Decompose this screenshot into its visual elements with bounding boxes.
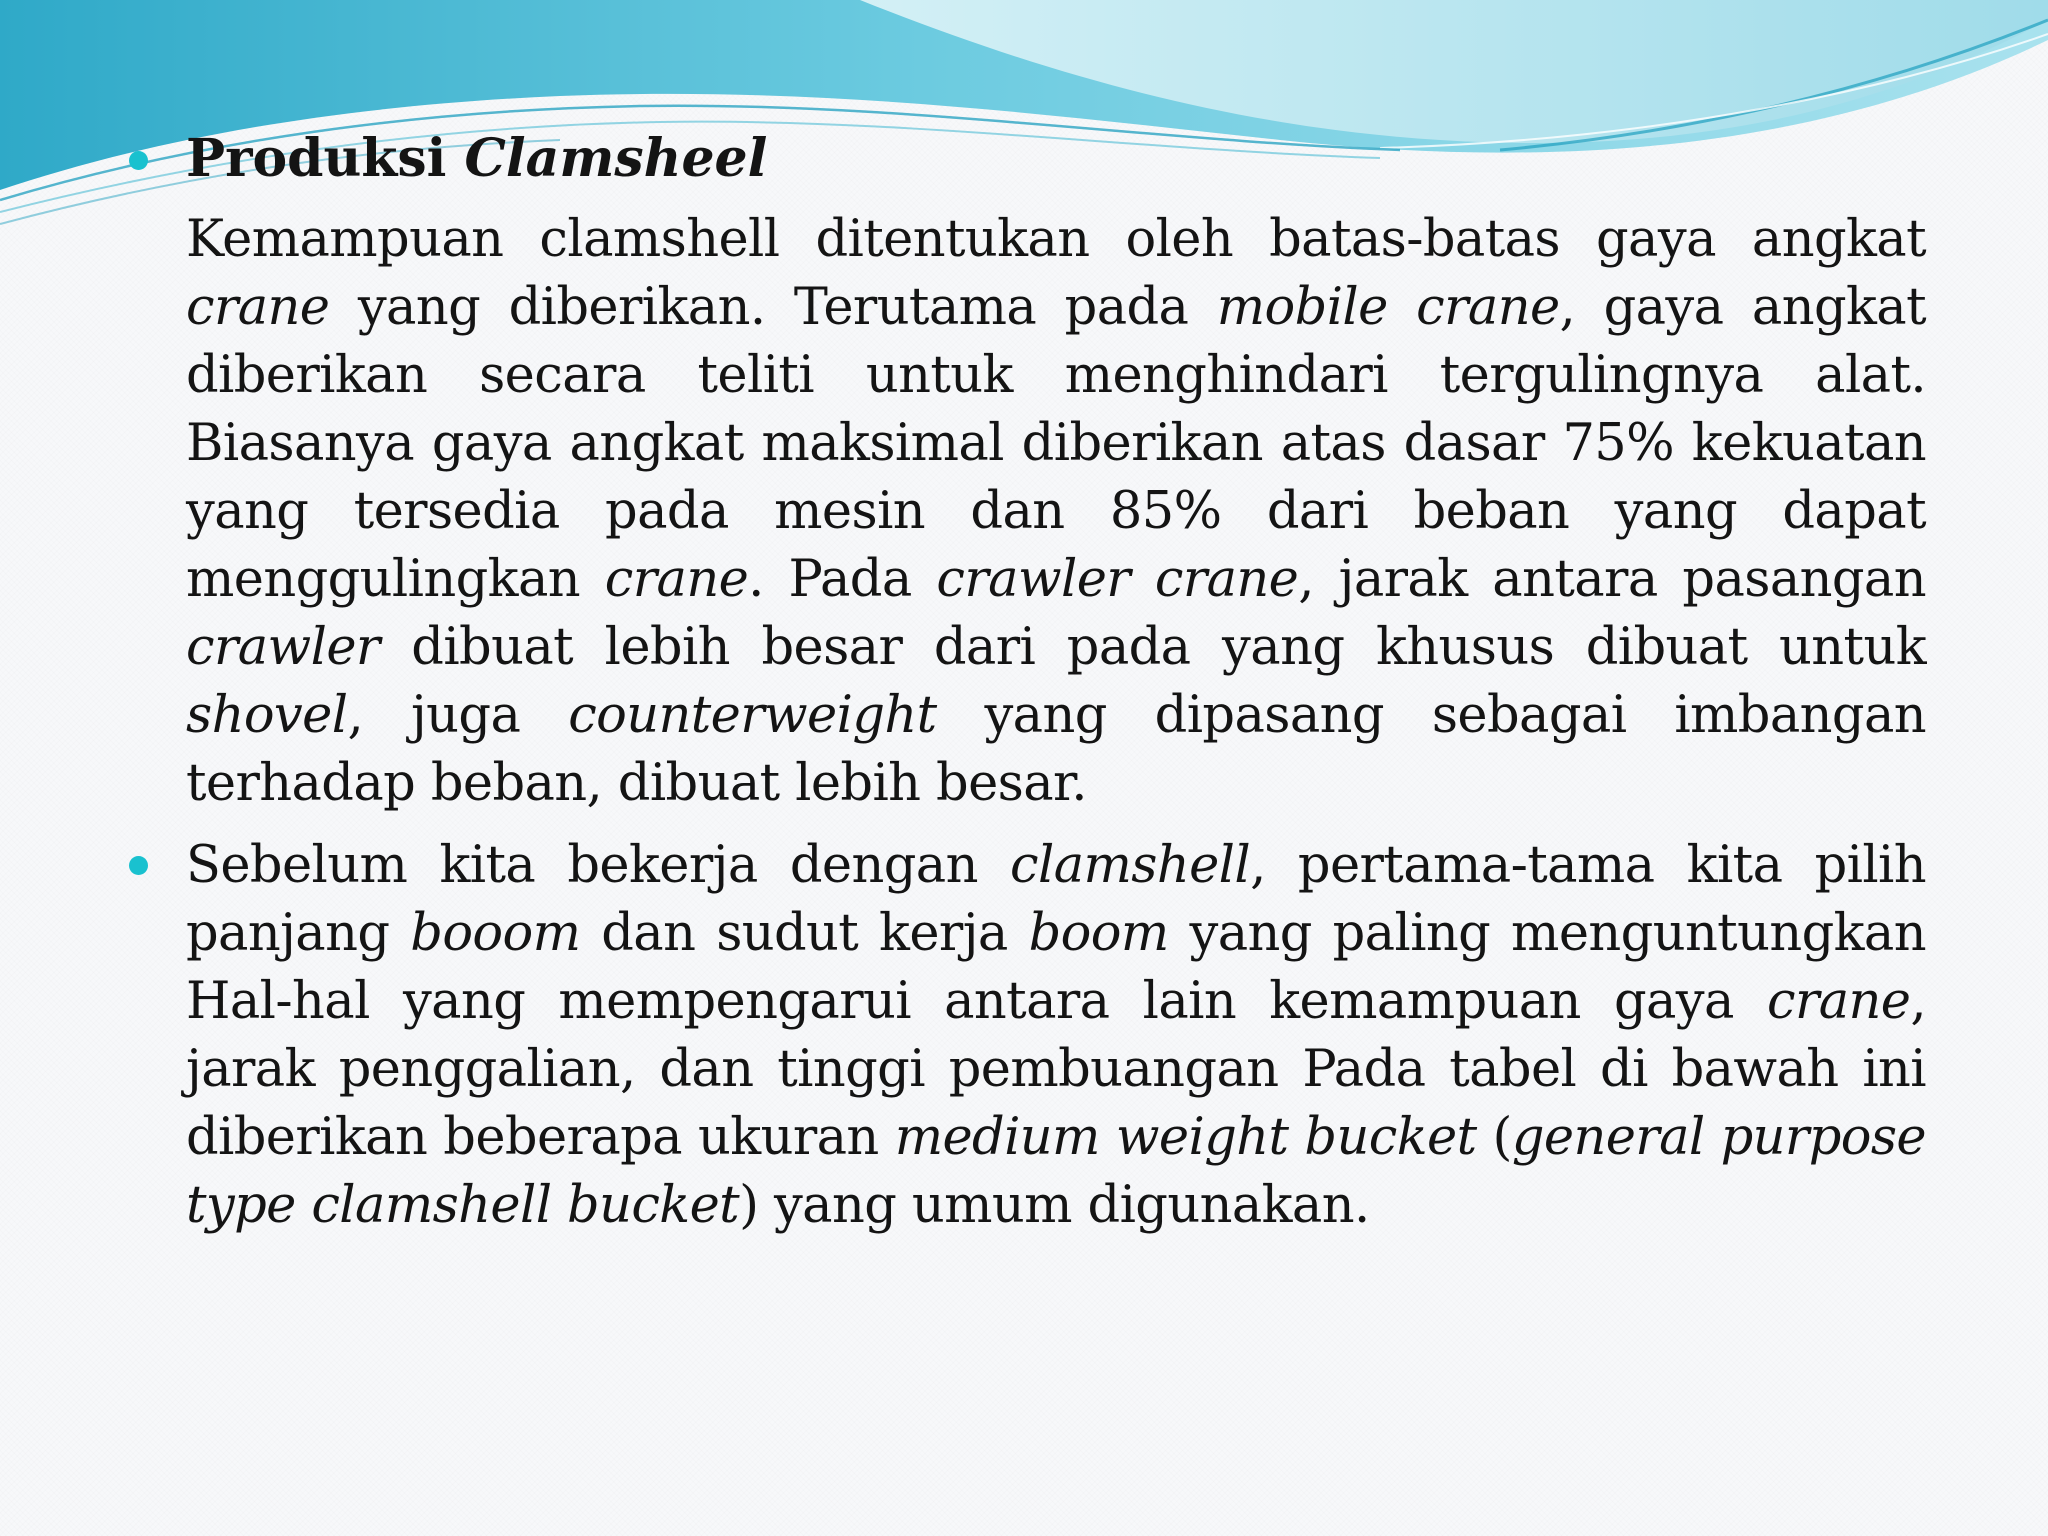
section-heading: [186, 126, 1926, 192]
heading-text: Produksi: [186, 128, 465, 189]
bullet-dot-icon: [129, 151, 148, 170]
slide-content: [186, 126, 1926, 1240]
bullet-dot-icon: [129, 856, 148, 875]
paragraph-boom-selection: Sebelum kita bekerja dengan clamshell, pertama-tama kita pilih panjang booom dan sudut kerja boom yang paling menguntungkan Hal-hal yang mempengarui antara lain kemampuan gaya crane, jarak penggalian, dan tinggi pembuangan Pada tabel di bawah ini diberikan beberapa ukuran medium weight bucket (general purpose type clamshell bucket) yang umum digunakan.: [186, 836, 1927, 1235]
bullet-item-sebelum: [186, 832, 1926, 1240]
paragraph-clamshell-capacity: Kemampuan clamshell ditentukan oleh batas-batas gaya angkat crane yang diberikan. Terutama pada mobile crane, gaya angkat diberikan secara teliti untuk menghindari tergulingnya alat. Biasanya gaya angkat maksimal diberikan atas dasar 75% kekuatan yang tersedia pada mesin dan 85% dari beban yang dapat menggulingkan crane. Pada crawler crane, jarak antara pasangan crawler dibuat lebih besar dari pada yang khusus dibuat untuk shovel, juga counterweight yang dipasang sebagai imbangan terhadap beban, dibuat lebih besar.: [186, 210, 1927, 813]
heading-italic-text: Clamsheel: [464, 128, 768, 189]
bullet-item-produksi: [186, 126, 1926, 818]
